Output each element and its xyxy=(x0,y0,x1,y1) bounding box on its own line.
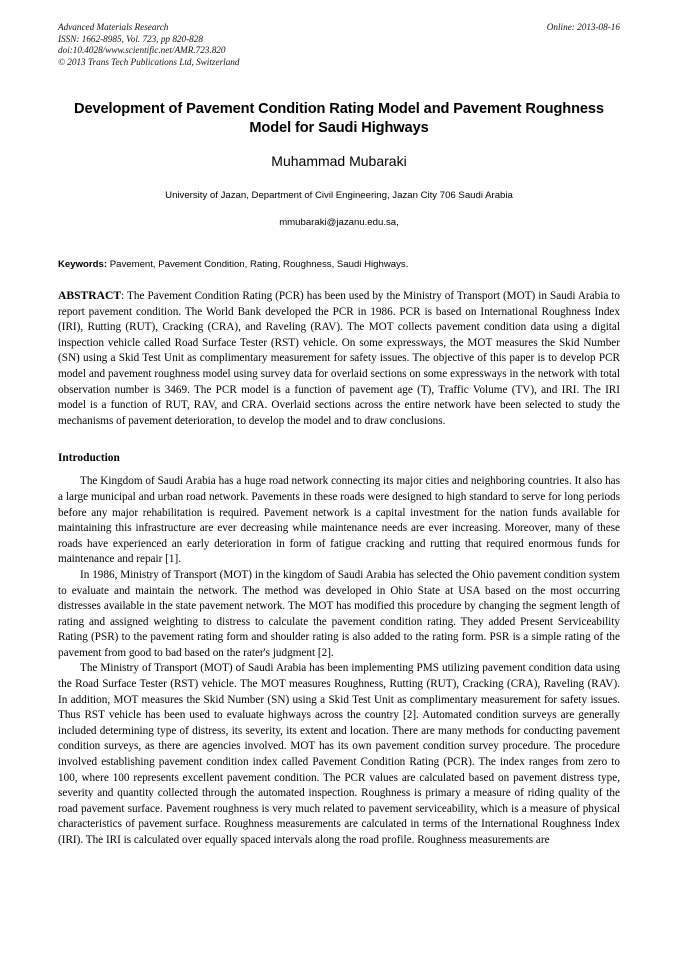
keywords-list: Pavement, Pavement Condition, Rating, Roughness, Saudi Highways. xyxy=(109,259,409,270)
abstract-label: ABSTRACT xyxy=(58,289,122,302)
author-name: Muhammad Mubaraki xyxy=(271,153,407,169)
introduction-paragraph-3: The Ministry of Transport (MOT) of Saudi Arabia has been implementing PMS utilizing pavement condition data using the Road Surface Tester (RST) vehicle. The MOT measures Roughness, Rutting (RUT), Cracking (CRA), Raveling (RAV). In addition, MOT measures the Skid Number (SN) using a Skid Test Unit as complimentary measurement for safety issues. Thus RST vehicle has been used to evaluate highways across the country [2]. Automated condition surveys are generally included determining type of distress, its severity, its extent and location. There are many methods for conducting pavement condition surveys, as there are agencies involved. MOT has its own pavement condition survey procedure. The procedure involved establishing pavement condition index called Pavement Condition Rating (PCR). The index ranges from zero to 100, where 100 represents excellent pavement condition. The PCR values are calculated based on pavement distress type, severity and quantity collected through the automated inspection. Roughness is primary a measure of riding quality of the road pavement surface. Pavement roughness is very much related to pavement serviceability, which is a measure of physical characteristics of pavement surface. Roughness measurements are calculated in terms of the International Roughness Index (IRI). The IRI is calculated over equally spaced intervals along the road profile. Roughness measurements are xyxy=(58,662,620,846)
page-title: Development of Pavement Condition Rating Model and Pavement Roughness Model for Saudi Highways xyxy=(74,101,604,136)
introduction-paragraph-2: In 1986, Ministry of Transport (MOT) in the kingdom of Saudi Arabia has selected the Ohio pavement condition system to evaluate and maintain the network. The method was developed in Ohio State at USA based on the most occurring distresses available in the state pavement network. The MOT has modified this procedure by changing the segment length of rating and assigned weighting to distress to calculate the pavement condition rating. They added Present Serviceability Rating (PSR) to the pavement rating form and shoulder rating is also added to the rating form. PSR is a simple rating of the pavement from good to bad based on the rater's judgment [2]. xyxy=(58,568,620,659)
abstract-text: : The Pavement Condition Rating (PCR) has been used by the Ministry of Transport (MOT) in Saudi Arabia to report pavement condition. The World Bank developed the PCR in 1986. PCR is based on International Roughness Index (IRI), Rutting (RUT), Cracking (CRA), and Raveling (RAV). The MOT collects pavement condition data using a digital inspection vehicle called Road Surface Tester (RST) vehicle. On some expressways, the MOT measures the Skid Number (SN) using a Skid Test Unit as complimentary measurement for safety issues. The objective of this paper is to develop PCR model and pavement roughness model using survey data for overlaid sections on some expressways in the network with total observation number is 3469. The PCR model is a function of pavement age (T), Traffic Volume (TV), and IRI. The IRI model is a function of RUT, RAV, and CRA. Overlaid sections across the entire network have been selected to study the mechanisms of pavement deterioration, to develop the model and to draw conclusions. xyxy=(58,290,620,427)
author-email: mmubaraki@jazanu.edu.sa, xyxy=(279,217,399,228)
keywords-label: Keywords: xyxy=(58,259,108,270)
journal-header xyxy=(58,22,620,74)
journal-doi-line: doi:10.4028/www.scientific.net/AMR.723.820 xyxy=(58,45,226,56)
abstract-block xyxy=(58,288,620,429)
author-affiliation: University of Jazan, Department of Civil Engineering, Jazan City 706 Saudi Arabia xyxy=(165,190,513,201)
journal-name: Advanced Materials Research xyxy=(58,22,169,32)
journal-online-date: Online: 2013-08-16 xyxy=(546,22,620,32)
journal-header-left xyxy=(58,22,478,68)
keywords-line xyxy=(58,258,620,271)
introduction-paragraph-1: The Kingdom of Saudi Arabia has a huge road network connecting its major cities and neighboring countries. It also has a large municipal and urban road network. Pavements in these roads were designed to high standard to serve for long periods before any major rehabilitation is required. Pavement network is a capital investment for the nation funds available for maintaining this infrastructure are ever decreasing while maintenance needs are ever increasing. Moreover, many of these roads have experienced an early deterioration in form of fatigue cracking and rutting that required enormous funds for maintenance and repair [1]. xyxy=(58,475,620,566)
journal-issn-line: ISSN: 1662-8985, Vol. 723, pp 820-828 xyxy=(58,33,203,44)
section-heading-introduction: Introduction xyxy=(58,452,120,465)
journal-copyright-line: © 2013 Trans Tech Publications Ltd, Switzerland xyxy=(58,56,240,67)
